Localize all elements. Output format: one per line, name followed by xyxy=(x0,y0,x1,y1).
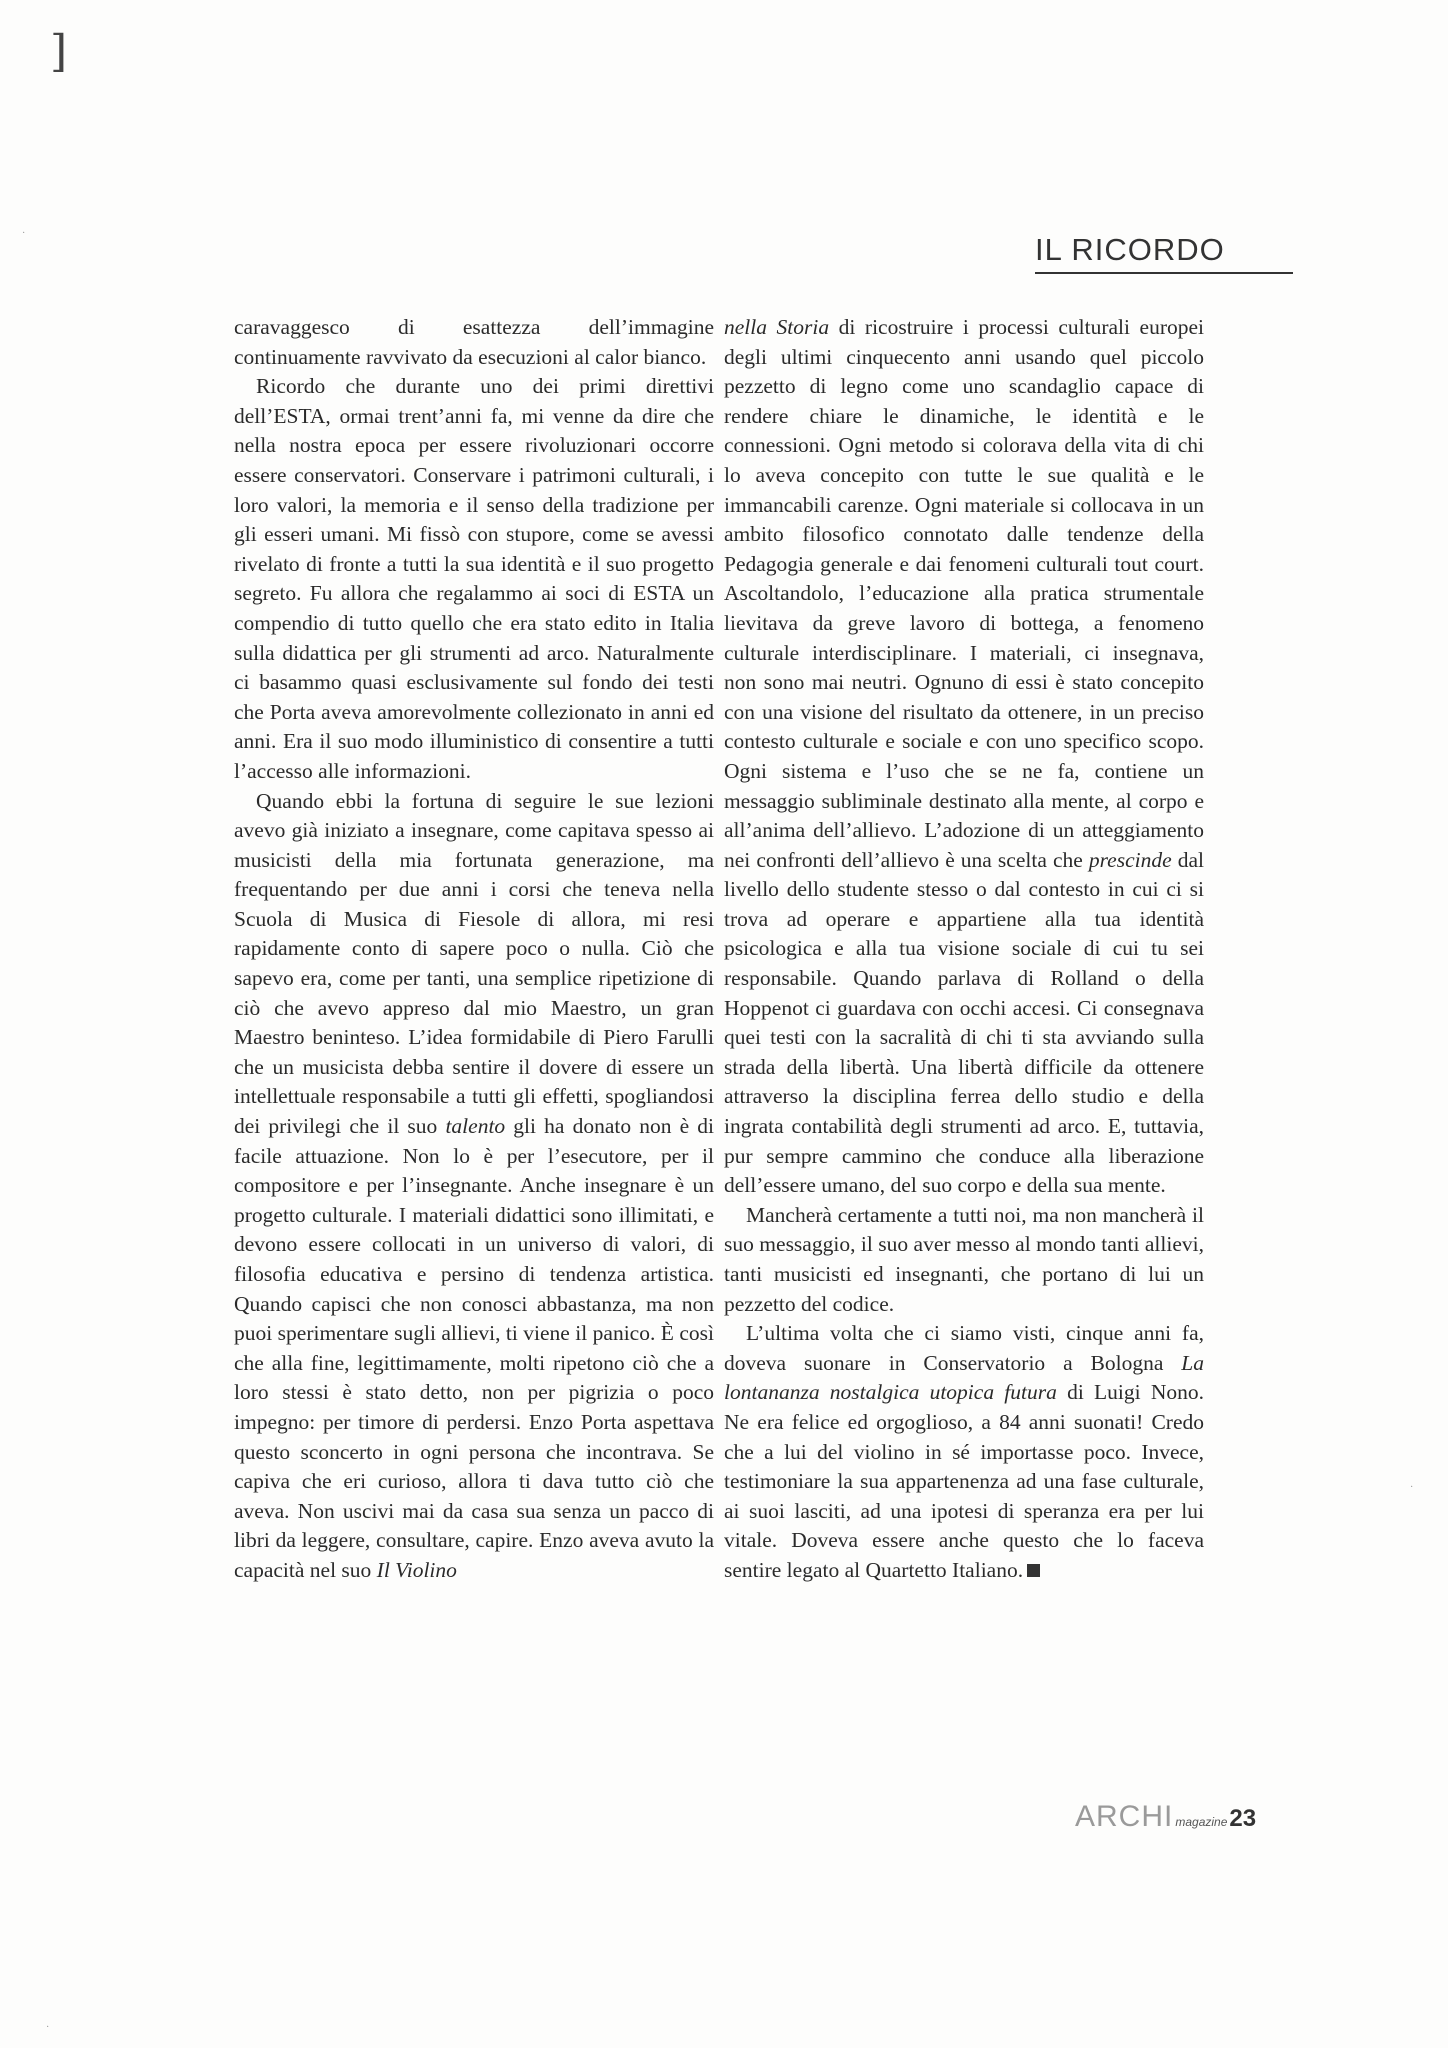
work-title: La lontananza nostalgica utopica futura xyxy=(724,1350,1204,1405)
magazine-logo: ARCHI xyxy=(1075,1800,1174,1833)
scan-speck: · xyxy=(22,228,26,239)
paragraph-text: di Luigi Nono. Ne era felice ed orgoglioso, a 84 anni suonati! Credo che a lui del violino in sé importasse poco. Invece, testimoniare la sua appartenenza ad una fase culturale, ai suoi lasciti, ad una ipotesi di speranza era per lui vitale. Doveva essere anche questo che lo faceva sentire legato al Quartetto Italiano. xyxy=(724,1380,1204,1582)
page-footer xyxy=(1075,1800,1256,1834)
book-title: nella Storia xyxy=(724,315,830,339)
page-number: 23 xyxy=(1229,1805,1257,1832)
scan-speck: · xyxy=(46,2022,50,2033)
paragraph-text: L’ultima volta che ci siamo visti, cinque anni fa, doveva suonare in Conservatorio a Bologna xyxy=(724,1321,1204,1375)
paragraph-text: Quando ebbi la fortuna di seguire le sue lezioni avevo già iniziato a insegnare, come capitava spesso ai musicisti della mia fortunata generazione, ma frequentando per due anni i corsi che teneva nella Scuola di Musica di Fiesole di allora, mi resi rapidamente conto di sapere poco o nulla. Ciò che sapevo era, come per tanti, una semplice ripetizione di ciò che avevo appreso dal mio Maestro, un gran Maestro beninteso. L’idea formidabile di Piero Farulli che un musicista debba sentire il dovere di essere un intellettuale responsabile a tutti gli effetti, spogliandosi dei privilegi che il suo xyxy=(234,788,714,1139)
right-column xyxy=(724,313,1204,1586)
paragraph-text: di ricostruire i processi culturali europei degli ultimi cinquecento anni usando quel piccolo pezzetto di legno come uno scandaglio capace di rendere chiare le dinamiche, le identità e le connessioni. Ogni metodo si colorava della vita di chi lo aveva concepito con tutte le sue qualità e le immancabili carenze. Ogni materiale si collocava in un ambito filosofico connotato dalle tendenze della Pedagogia generale e dai fenomeni culturali tout court. Ascoltandolo, l’educazione alla pratica strumentale lievitava da greve lavoro di bottega, a fenomeno culturale interdisciplinare. I materiali, ci insegnava, non sono mai neutri. Ognuno di essi è stato concepito con una visione del risultato da ottenere, in un preciso contesto culturale e sociale e con uno specifico scopo. Ogni sistema e l’uso che se ne fa, contiene un messaggio subliminale destinato alla mente, al corpo e all’anima dell’allievo. L’adozione di un atteggiamento nei confronti dell’allievo è una scelta che xyxy=(724,315,1204,872)
paragraph: Mancherà certamente a tutti noi, ma non mancherà il suo messaggio, il suo aver messo al mondo tanti allievi, tanti musicisti ed insegnanti, che portano di lui un pezzetto del codice. xyxy=(724,1202,1204,1316)
italic-word: talento xyxy=(445,1114,506,1139)
paragraph: Ricordo che durante uno dei primi direttivi dell’ESTA, ormai trent’anni fa, mi venne da dire che nella nostra epoca per essere rivoluzionari occorre essere conservatori. Conservare i patrimoni culturali, i loro valori, la memoria e il senso della tradizione per gli esseri umani. Mi fissò con stupore, come se avessi rivelato di fronte a tutti la sua identità e il suo progetto segreto. Fu allora che regalammo ai soci di ESTA un compendio di tutto quello che era stato edito in Italia sulla didattica per gli strumenti ad arco. Naturalmente ci basammo quasi esclusivamente sul fondo dei testi che Porta aveva amorevolmente collezionato in anni ed anni. Era il suo modo illuministico di consentire a tutti l’accesso alle informazioni. xyxy=(234,374,714,783)
left-column xyxy=(234,313,714,1586)
scan-speck: · xyxy=(1410,1482,1414,1493)
paragraph xyxy=(724,313,1204,1201)
magazine-subtitle: magazine xyxy=(1175,1815,1228,1829)
paragraph: caravaggesco di esattezza dell’immagine continuamente ravvivato da esecuzioni al calor bianco. xyxy=(234,315,714,369)
section-title: IL RICORDO xyxy=(1035,232,1225,267)
book-title: Il Violino xyxy=(376,1557,457,1582)
paragraph xyxy=(234,787,714,1586)
paragraph xyxy=(724,1319,1204,1585)
end-of-article-square-icon xyxy=(1027,1564,1040,1577)
margin-bracket-mark: ] xyxy=(50,26,68,77)
italic-word: prescinde xyxy=(1088,847,1172,872)
section-header xyxy=(1035,232,1293,274)
paragraph-text: gli ha donato non è di facile attuazione. Non lo è per l’esecutore, per il compositore e per l’insegnante. Anche insegnare è un progetto culturale. I materiali didattici sono illimitati, e devono essere collocati in un universo di valori, di filosofia educativa e persino di tendenza artistica. Quando capisci che non conosci abbastanza, ma non puoi sperimentare sugli allievi, ti viene il panico. È così che alla fine, legittimamente, molti ripetono ciò che a loro stessi è stato detto, non per pigrizia o poco impegno: per timore di perdersi. Enzo Porta aspettava questo sconcerto in ogni persona che incontrava. Se capiva che eri curioso, allora ti dava tutto ciò che aveva. Non uscivi mai da casa sua senza un pacco di libri da leggere, consultare, capire. Enzo aveva avuto la capacità nel suo xyxy=(234,1114,715,1582)
paragraph-text: dal livello dello studente stesso o dal contesto in cui ci si trova ad operare e appartiene alla tua identità psicologica e alla tua visione sociale di cui tu sei responsabile. Quando parlava di Rolland o della Hoppenot ci guardava con occhi accesi. Ci consegnava quei testi con la sacralità di chi ti sta avviando sulla strada della libertà. Una libertà difficile da ottenere attraverso la disciplina ferrea dello studio e della ingrata contabilità degli strumenti ad arco. E, tuttavia, pur sempre cammino che conduce alla liberazione dell’essere umano, del suo corpo e della sua mente. xyxy=(724,847,1204,1198)
